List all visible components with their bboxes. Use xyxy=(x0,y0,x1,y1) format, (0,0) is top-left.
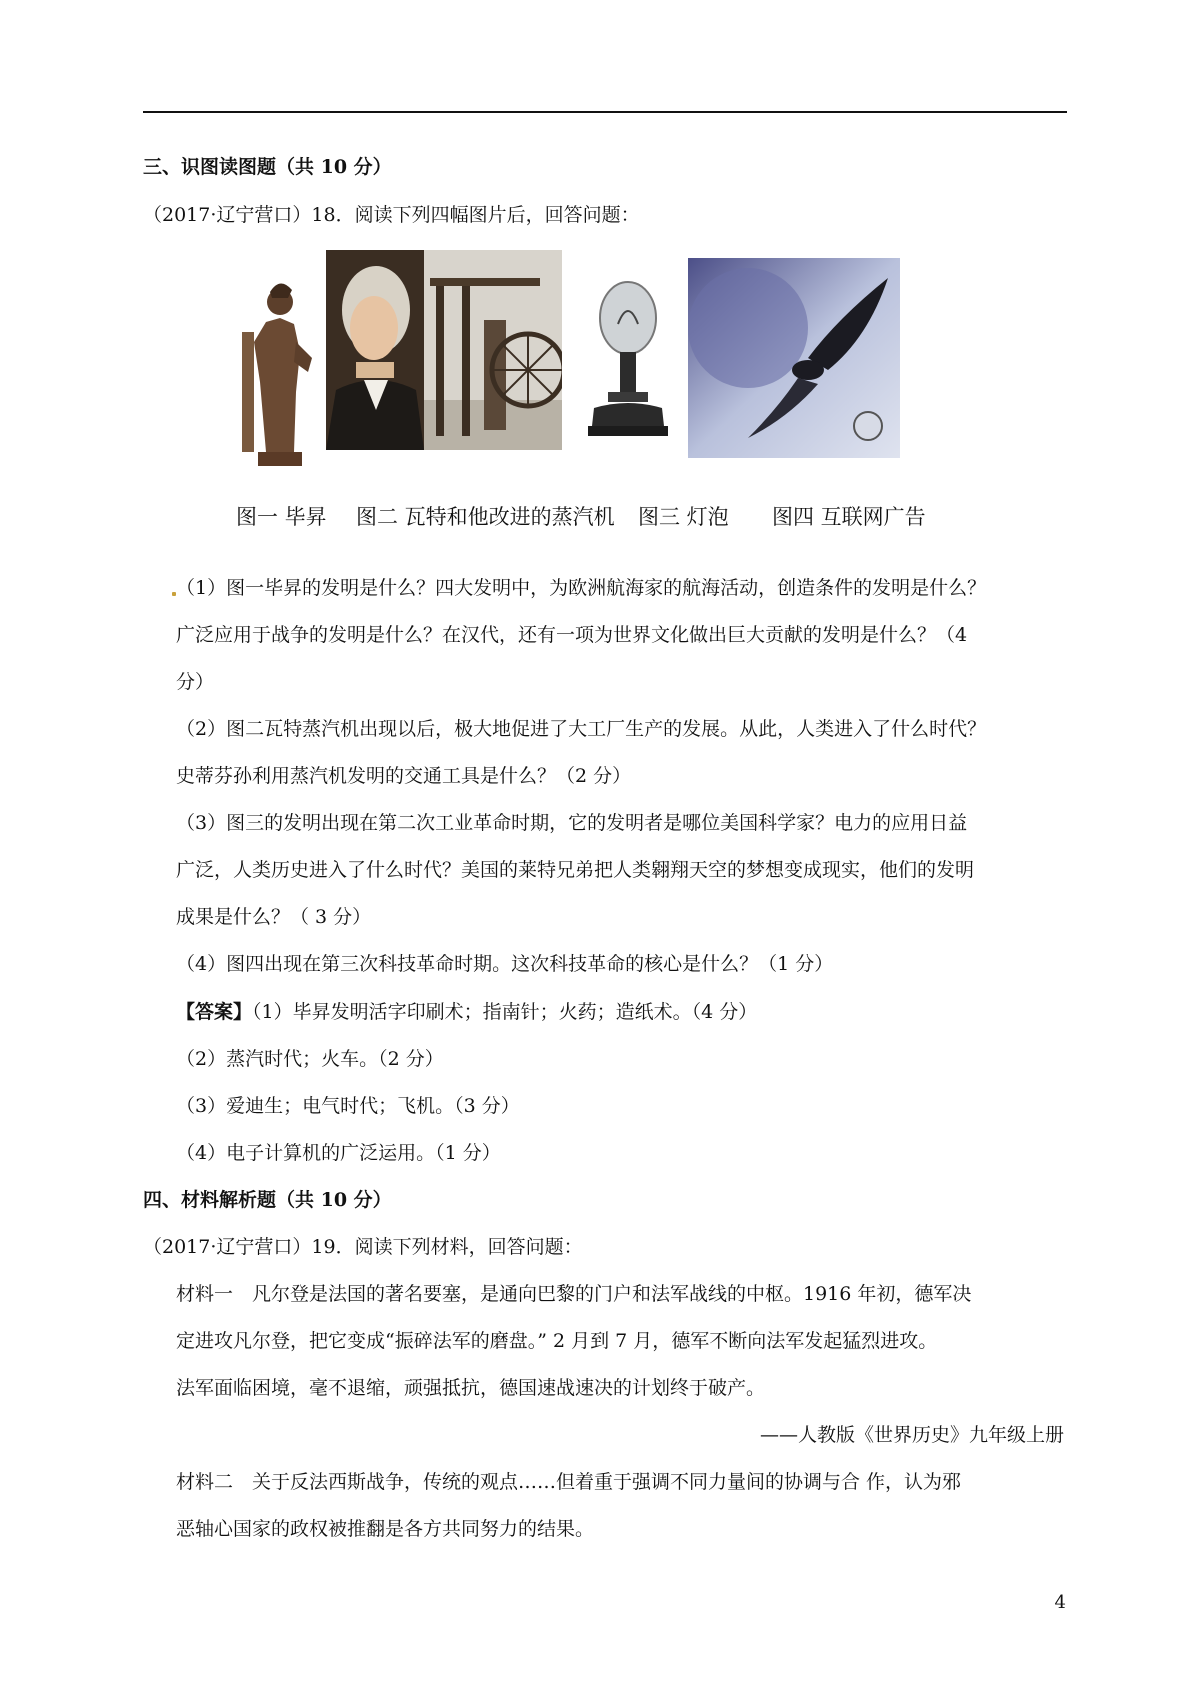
page-number: 4 xyxy=(1054,1592,1066,1613)
answer-2: （2）蒸汽时代；火车。（2 分） xyxy=(176,1048,444,1070)
figure-strip xyxy=(236,250,982,540)
question18-intro: （2017·辽宁营口）18．阅读下列四幅图片后，回答问题： xyxy=(143,204,640,226)
bi-sheng-statue-image xyxy=(236,262,320,468)
q3-line1: （3）图三的发明出现在第二次工业革命时期，它的发明者是哪位美国科学家？电力的应用日益 xyxy=(176,812,968,834)
answer-3: （3）爱迪生；电气时代；飞机。（3 分） xyxy=(176,1095,520,1117)
material1-line2: 定进攻凡尔登，把它变成“振碎法军的磨盘。” 2 月到 7 月，德军不断向法军发起猛烈进攻。 xyxy=(176,1330,938,1352)
header-rule xyxy=(143,111,1067,113)
material1-line3: 法军面临困境，毫不退缩，顽强抵抗，德国速战速决的计划终于破产。 xyxy=(176,1377,766,1399)
material2-line2: 恶轴心国家的政权被推翻是各方共同努力的结果。 xyxy=(176,1518,595,1540)
material2-line1: 材料二 关于反法西斯战争，传统的观点……但着重于强调不同力量间的协调与合 作，认为邪 xyxy=(176,1471,962,1493)
q2-line2: 史蒂芬孙利用蒸汽机发明的交通工具是什么？（2 分） xyxy=(176,765,632,787)
answer-4: （4）电子计算机的广泛运用。（1 分） xyxy=(176,1142,501,1164)
watt-portrait-image xyxy=(326,250,424,450)
section4-heading: 四、材料解析题（共 10 分） xyxy=(143,1189,392,1211)
q2-line1: （2）图二瓦特蒸汽机出现以后，极大地促进了大工厂生产的发展。从此，人类进入了什么时代？ xyxy=(176,718,987,740)
figure-caption-1: 图一 毕昇 xyxy=(236,505,327,529)
section3-heading: 三、识图读图题（共 10 分） xyxy=(143,156,392,178)
material1-source: ——人教版《世界历史》九年级上册 xyxy=(759,1424,1064,1446)
steam-engine-image xyxy=(424,250,562,450)
q3-line2: 广泛，人类历史进入了什么时代？美国的莱特兄弟把人类翱翔天空的梦想变成现实，他们的发明 xyxy=(176,859,975,881)
q1-line3: 分） xyxy=(176,671,215,693)
light-bulb-image xyxy=(584,258,672,458)
material1-line1: 材料一 凡尔登是法国的著名要塞，是通向巴黎的门户和法军战线的中枢。1916 年初，德军决 xyxy=(176,1283,972,1305)
figure-caption-3: 图三 灯泡 xyxy=(638,505,729,529)
answer-label: 【答案】 xyxy=(176,1001,253,1023)
q1-line1: （1）图一毕昇的发明是什么？四大发明中，为欧洲航海家的航海活动，创造条件的发明是什么？ xyxy=(176,577,987,599)
figure-caption-2: 图二 瓦特和他改进的蒸汽机 xyxy=(356,505,615,529)
figure-caption-4: 图四 互联网广告 xyxy=(772,505,926,529)
q4-line1: （4）图四出现在第三次科技革命时期。这次科技革命的核心是什么？（1 分） xyxy=(176,953,834,975)
question19-intro: （2017·辽宁营口）19．阅读下列材料，回答问题： xyxy=(143,1236,583,1258)
q1-line2: 广泛应用于战争的发明是什么？在汉代，还有一项为世界文化做出巨大贡献的发明是什么？（4 xyxy=(176,624,968,646)
answer-1: （1）毕昇发明活字印刷术；指南针；火药；造纸术。（4 分） xyxy=(252,1001,758,1023)
q3-line3: 成果是什么？（ 3 分） xyxy=(176,906,372,928)
answer-block xyxy=(176,1000,757,1024)
internet-ad-image xyxy=(688,258,900,458)
